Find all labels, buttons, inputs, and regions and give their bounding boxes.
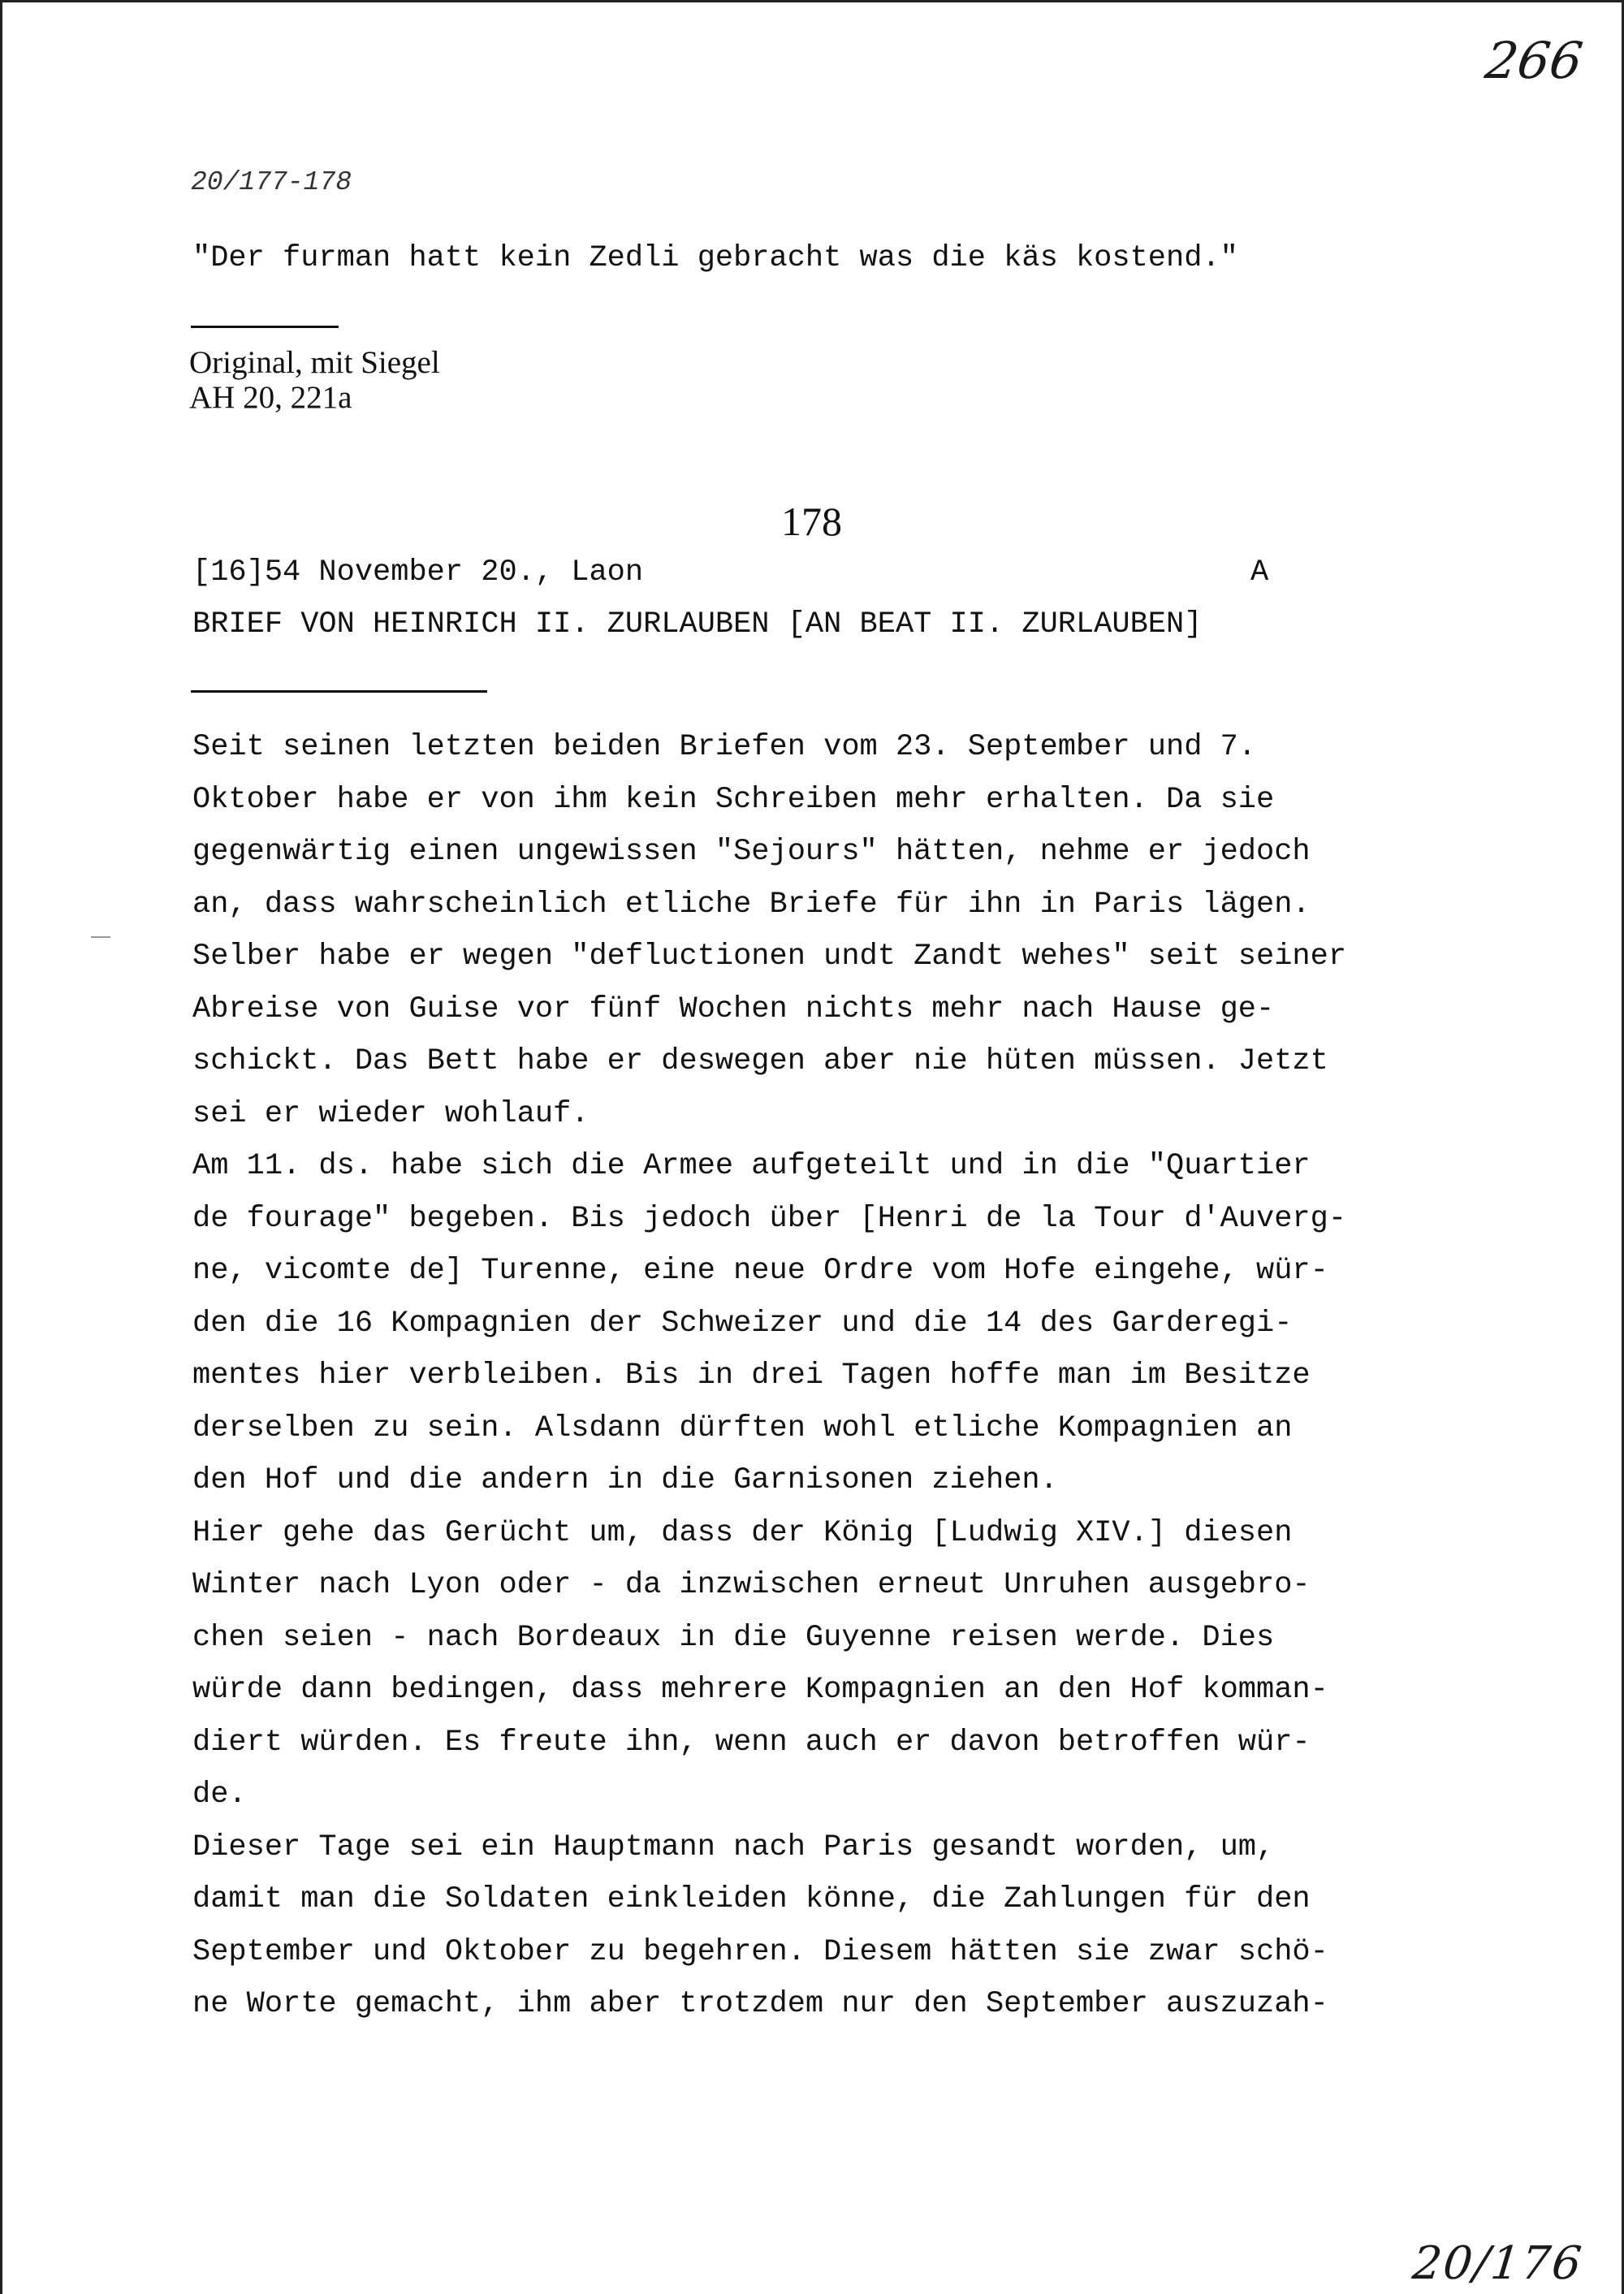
divider-long <box>191 690 487 693</box>
body-line: September und Oktober zu begehren. Diesem hätten sie zwar schö- <box>192 1934 1328 1969</box>
date-place: [16]54 November 20., Laon <box>192 555 644 590</box>
source-archive-ref: AH 20, 221a <box>189 380 352 415</box>
body-line: Selber habe er wegen "defluctionen undt Zandt wehes" seit seiner <box>192 940 1347 974</box>
body-line: ne Worte gemacht, ihm aber trotzdem nur den September auszuzah- <box>192 1987 1328 2021</box>
body-line: Hier gehe das Gerücht um, dass der König [Ludwig XIV.] diesen <box>192 1515 1293 1550</box>
body-line: ne, vicomte de] Turenne, eine neue Ordre vom Hofe eingehe, wür- <box>192 1254 1328 1288</box>
letter-marker: A <box>1250 555 1269 590</box>
body-line: de. <box>192 1778 247 1812</box>
body-line: den Hof und die andern in die Garnisonen ziehen. <box>192 1463 1058 1497</box>
handwritten-bottom-reference: 20/176 <box>1410 2237 1586 2290</box>
source-original: Original, mit Siegel <box>189 345 440 380</box>
body-line: de fourage" begeben. Bis jedoch über [Henri de la Tour d'Auverg- <box>192 1201 1347 1236</box>
document-number: 178 <box>781 499 842 544</box>
body-line: Seit seinen letzten beiden Briefen vom 23. September und 7. <box>192 730 1257 764</box>
body-line: Abreise von Guise vor fünf Wochen nichts mehr nach Hause ge- <box>192 991 1275 1026</box>
body-line: würde dann bedingen, dass mehrere Kompagnien an den Hof komman- <box>192 1673 1328 1707</box>
page-edge-left <box>0 0 2 2294</box>
body-line: Oktober habe er von ihm kein Schreiben mehr erhalten. Da sie <box>192 782 1275 817</box>
reference-code: 20/177-178 <box>191 167 352 197</box>
margin-mark <box>91 936 110 938</box>
document-heading: BRIEF VON HEINRICH II. ZURLAUBEN [AN BEAT II. ZURLAUBEN] <box>192 607 1203 642</box>
body-line: derselben zu sein. Alsdann dürften wohl etliche Kompagnien an <box>192 1411 1293 1445</box>
body-line: Dieser Tage sei ein Hauptmann nach Paris gesandt worden, um, <box>192 1830 1275 1864</box>
body-line: sei er wieder wohlauf. <box>192 1096 590 1131</box>
divider-short <box>191 326 339 328</box>
body-line: den die 16 Kompagnien der Schweizer und die 14 des Garderegi- <box>192 1306 1293 1341</box>
body-line: mentes hier verbleiben. Bis in drei Tagen hoffe man im Besitze <box>192 1359 1311 1393</box>
body-line: damit man die Soldaten einkleiden könne, die Zahlungen für den <box>192 1882 1311 1916</box>
body-line: diert würden. Es freute ihn, wenn auch er davon betroffen wür- <box>192 1725 1311 1760</box>
body-line: chen seien - nach Bordeaux in die Guyenne reisen werde. Dies <box>192 1620 1275 1655</box>
handwritten-page-number: 266 <box>1481 31 1587 90</box>
quote-line: "Der furman hatt kein Zedli gebracht was die käs kostend." <box>192 241 1238 275</box>
body-line: Winter nach Lyon oder - da inzwischen erneut Unruhen ausgebro- <box>192 1568 1311 1602</box>
page-edge-top <box>0 0 1624 2</box>
body-line: Am 11. ds. habe sich die Armee aufgeteilt und in die "Quartier <box>192 1149 1311 1183</box>
body-line: schickt. Das Bett habe er deswegen aber nie hüten müssen. Jetzt <box>192 1044 1328 1078</box>
body-line: gegenwärtig einen ungewissen "Sejours" hätten, nehme er jedoch <box>192 835 1311 869</box>
body-line: an, dass wahrscheinlich etliche Briefe für ihn in Paris lägen. <box>192 887 1311 922</box>
